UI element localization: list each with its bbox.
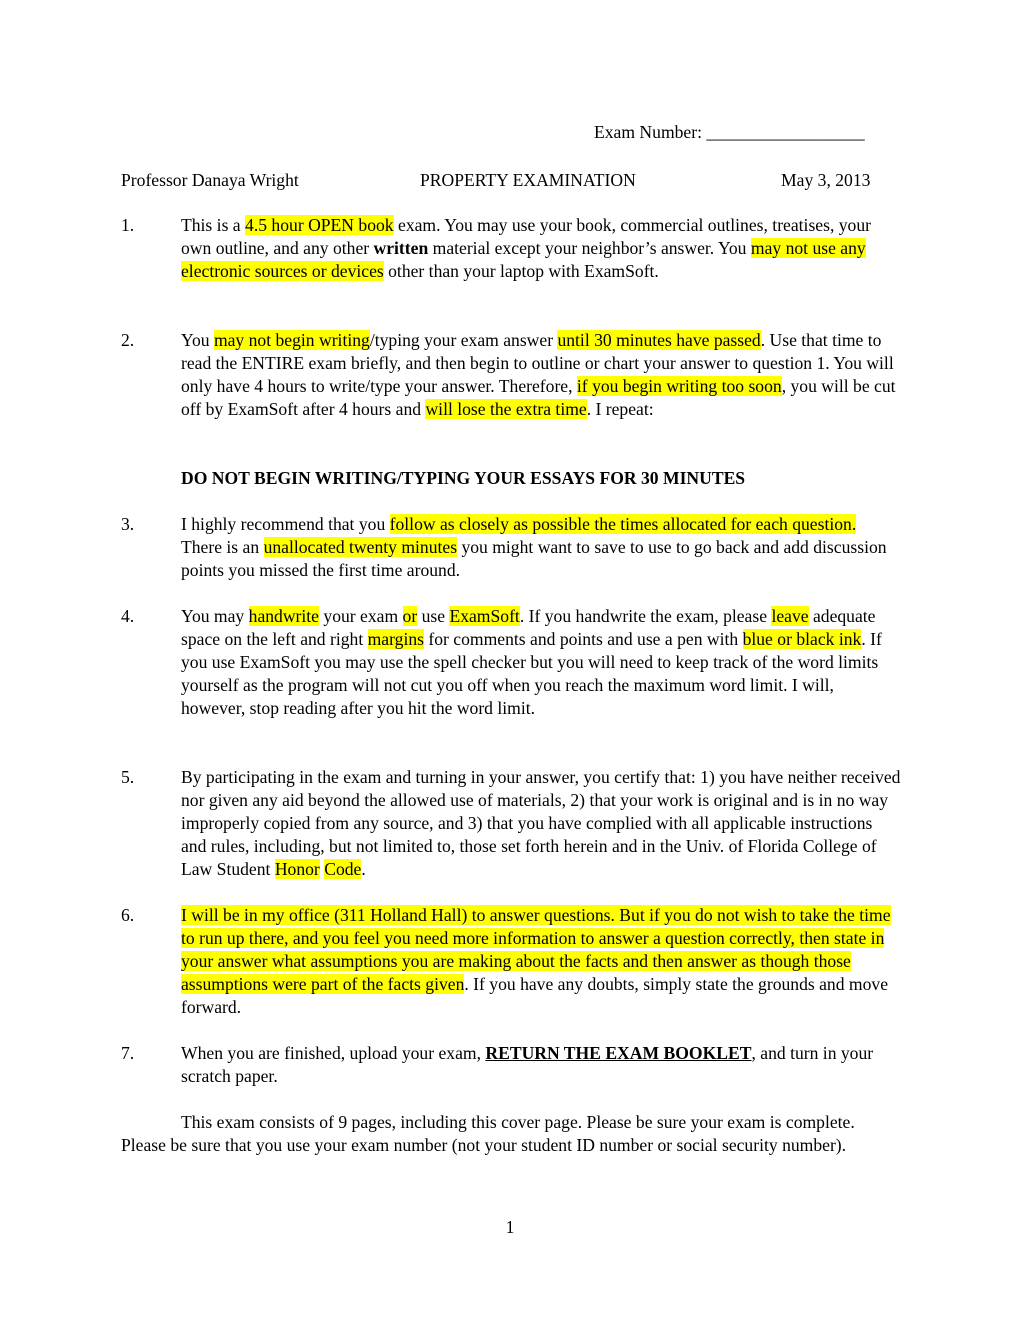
highlighted-text: I will be in my office (311 Holland Hall) to answer questions. But if you do not wish to take the time to run up there, and you feel you need more information to answer a question correctly, then state in your answer what assumptions you are making about the facts and then answer as though those assumptions were part of the facts given [181, 905, 891, 994]
item-number: 2. [121, 330, 135, 350]
highlighted-text: follow as closely as possible the times allocated for each question. [389, 514, 857, 534]
highlighted-text: may not begin writing [213, 330, 370, 350]
page-number: 1 [505, 1217, 515, 1237]
page-title: PROPERTY EXAMINATION [420, 170, 636, 190]
item-text: This is a 4.5 hour OPEN book exam. You may use your book, commercial outlines, treatises, your own outline, and any other written material except your neighbor’s answer. You may not use any electronic sources or devices other than your laptop with ExamSoft. [181, 215, 871, 281]
instruction-item-2 [121, 329, 901, 421]
instruction-item-1 [121, 214, 901, 283]
item-number: 1. [121, 215, 135, 235]
closing-paragraph: This exam consists of 9 pages, including this cover page. Please be sure your exam is complete. Please be sure that you use your exam number (not your student ID number or social security number). [121, 1112, 855, 1155]
item-text: You may not begin writing/typing your exam answer until 30 minutes have passed. Use that time to read the ENTIRE exam briefly, and then begin to outline or chart your answer to question 1. You will only have 4 hours to write/type your answer. Therefore, if you begin writing too soon, you will be cut off by ExamSoft after 4 hours and will lose the extra time. I repeat: [181, 330, 896, 419]
highlighted-text: 4.5 hour OPEN book [245, 215, 394, 235]
highlighted-text: Honor [274, 859, 320, 879]
document-header [121, 169, 901, 192]
item-text: You may handwrite your exam or use ExamSoft. If you handwrite the exam, please leave adequate space on the left and right margins for comments and points and use a pen with blue or black ink. If you use ExamSoft you may use the spell checker but you will need to keep track of the word limits yourself as the program will not cut you off when you reach the maximum word limit. I will, however, stop reading after you hit the word limit. [181, 606, 882, 718]
highlighted-text: ExamSoft [449, 606, 520, 626]
highlighted-text: leave [771, 606, 809, 626]
instruction-item-4 [121, 605, 901, 720]
emphasis-text: RETURN THE EXAM BOOKLET [485, 1043, 752, 1063]
emphasis-text: written [373, 238, 429, 258]
item-text: I will be in my office (311 Holland Hall) to answer questions. But if you do not wish to take the time to run up there, and you feel you need more information to answer a question correctly, then state in your answer what assumptions you are making about the facts and then answer as though those assumptions were part of the facts given. If you have any doubts, simply state the grounds and move forward. [181, 905, 891, 1017]
item-number: 3. [121, 514, 135, 534]
item-number: 4. [121, 606, 135, 626]
highlighted-text: or [402, 606, 418, 626]
exam-date: May 3, 2013 [781, 170, 871, 190]
highlighted-text: Code [324, 859, 362, 879]
instruction-item-5 [121, 766, 901, 881]
highlighted-text: until 30 minutes have passed [557, 330, 761, 350]
item-text: I highly recommend that you follow as closely as possible the times allocated for each question. There is an unallocated twenty minutes you might want to save to use to go back and add discussion points you missed the first time around. [181, 514, 887, 580]
highlighted-text: blue or black ink [742, 629, 862, 649]
item-text: By participating in the exam and turning in your answer, you certify that: 1) you have neither received nor given any aid beyond the allowed use of materials, 2) that your work is original and is in no way improperly copied from any source, and 3) that you have complied with all applicable instructions and rules, including, but not limited to, those set forth herein and in the Univ. of Florida College of Law Student Honor Code. [181, 767, 901, 879]
highlighted-text: unallocated twenty minutes [263, 537, 458, 557]
highlighted-text: if you begin writing too soon [576, 376, 782, 396]
highlighted-text: will lose the extra time [425, 399, 587, 419]
exam-number-label: Exam Number: __________________ [594, 122, 865, 142]
highlighted-text: margins [367, 629, 424, 649]
instruction-item-3 [121, 513, 901, 582]
item-number: 6. [121, 905, 135, 925]
highlighted-text: may not use any electronic sources or devices [181, 238, 866, 281]
item-number: 7. [121, 1043, 135, 1063]
highlighted-text: handwrite [248, 606, 319, 626]
item-number: 5. [121, 767, 135, 787]
item-text: When you are finished, upload your exam, RETURN THE EXAM BOOKLET, and turn in your scratch paper. [181, 1043, 874, 1086]
instruction-item-7 [121, 1042, 901, 1088]
warning-callout: DO NOT BEGIN WRITING/TYPING YOUR ESSAYS FOR 30 MINUTES [181, 468, 746, 488]
professor-name: Professor Danaya Wright [121, 170, 299, 190]
instruction-item-6 [121, 904, 901, 1019]
